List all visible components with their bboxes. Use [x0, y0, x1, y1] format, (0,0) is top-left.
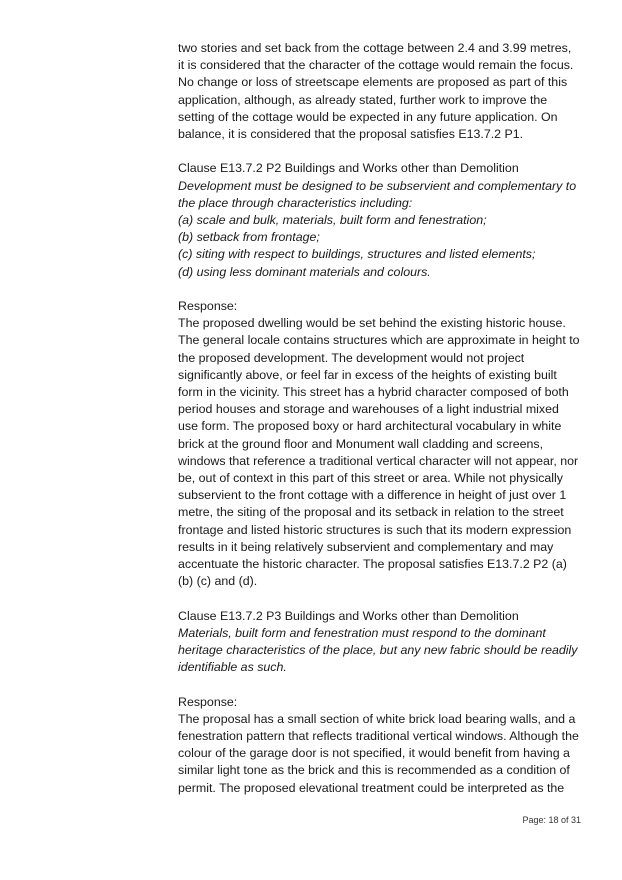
clause-p3-text: Materials, built form and fenestration must respond to the dominant heritage characteristics of the place, but any new fabric should be readily identifiable as such. [178, 625, 578, 675]
page-number: Page: 18 of 31 [522, 815, 581, 825]
page-content [178, 40, 580, 797]
clause-p2-response-label: Response: [178, 299, 238, 314]
clause-p2-item-d: (d) using less dominant materials and colours. [178, 264, 431, 279]
paragraph-gap [178, 281, 580, 298]
clause-p2-heading: Clause E13.7.2 P2 Buildings and Works other than Demolition [178, 161, 519, 176]
paragraph-gap [178, 143, 580, 160]
clause-p3-response-label: Response: [178, 694, 238, 709]
clause-p2-item-a: (a) scale and bulk, materials, built form and fenestration; [178, 213, 487, 228]
intro-paragraph: two stories and set back from the cottage between 2.4 and 3.99 metres, it is considered that the character of the cottage would remain the focus. No change or loss of streetscape elements are proposed as part of this application, although, as already stated, further work to improve the setting of the cottage would be expected in any future application. On balance, it is considered that the proposal satisfies E13.7.2 P1. [178, 41, 574, 142]
paragraph-gap [178, 590, 580, 607]
paragraph-gap [178, 676, 580, 693]
clause-p2-response-text: The proposed dwelling would be set behind the existing historic house. The general locale contains structures which are approximate in height to the proposed development. The development would not project significantly above, or feel far in excess of the heights of existing built form in the vicinity. This street has a hybrid character composed of both period houses and storage and warehouses of a light industrial mixed use form. The proposed boxy or hard architectural vocabulary in white brick at the ground floor and Monument wall cladding and screens, windows that reference a traditional vertical character will not appear, nor be, out of context in this part of this street or area. While not physically subservient to the front cottage with a difference in height of just over 1 metre, the siting of the proposal and its setback in relation to the street frontage and listed historic structures is such that its modern expression results in it being relatively subservient and complementary and may accentuate the historic character. The proposal satisfies E13.7.2 P2 (a) (b) (c) and (d). [178, 316, 580, 589]
clause-p3-response-text: The proposal has a small section of white brick load bearing walls, and a fenestration pattern that reflects traditional vertical windows. Although the colour of the garage door is not specified, it would benefit from having a similar light tone as the brick and this is recommended as a condition of permit. The proposed elevational treatment could be interpreted as the [178, 711, 579, 795]
clause-p3-heading: Clause E13.7.2 P3 Buildings and Works other than Demolition [178, 608, 519, 623]
clause-p2-item-c: (c) siting with respect to buildings, structures and listed elements; [178, 247, 536, 262]
clause-p2-item-b: (b) setback from frontage; [178, 230, 320, 245]
clause-p2-intro: Development must be designed to be subservient and complementary to the place through characteristics including: [178, 178, 577, 210]
